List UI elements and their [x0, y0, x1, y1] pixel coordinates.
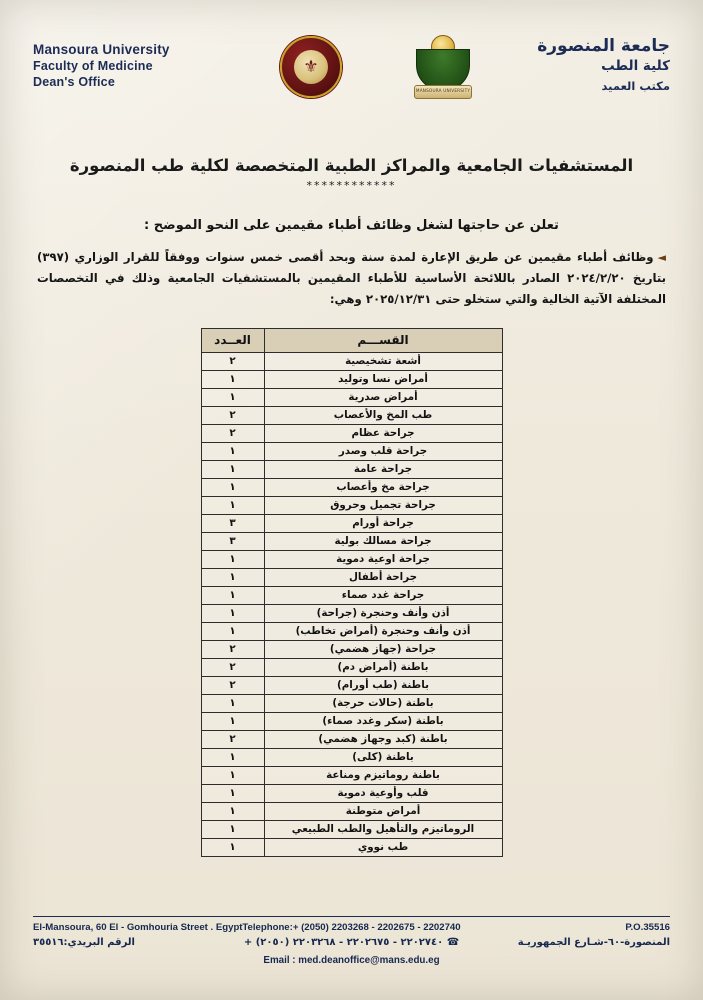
- header-arabic-identity: [537, 36, 670, 96]
- table-row: [201, 461, 502, 479]
- cell-department: الروماتيزم والتأهيل والطب الطبيعي: [264, 821, 502, 839]
- footer-address-ar: المنصورة-٦٠-شـارع الجمهوريـة: [517, 937, 670, 948]
- table-row: [201, 569, 502, 587]
- cell-count: ٢: [201, 407, 264, 425]
- cell-department: باطنة (كلى): [264, 749, 502, 767]
- table-row: [201, 407, 502, 425]
- footer-row-arabic: [33, 937, 670, 952]
- table-row: [201, 587, 502, 605]
- footer-divider: [33, 916, 670, 917]
- table-row: [201, 623, 502, 641]
- table-row: [201, 389, 502, 407]
- table-row: [201, 443, 502, 461]
- document-header: [33, 28, 670, 120]
- cell-department: جراحة تجميل وحروق: [264, 497, 502, 515]
- cell-department: باطنة (كبد وجهاز هضمي): [264, 731, 502, 749]
- cell-count: ١: [201, 713, 264, 731]
- header-university-en: Mansoura University: [33, 42, 170, 57]
- cell-department: جراحة أورام: [264, 515, 502, 533]
- cell-count: ١: [201, 839, 264, 857]
- cell-count: ١: [201, 569, 264, 587]
- cell-department: طب المخ والأعصاب: [264, 407, 502, 425]
- table-row: [201, 479, 502, 497]
- title-block: [33, 156, 670, 192]
- header-faculty-en: Faculty of Medicine: [33, 59, 153, 73]
- table-row: [201, 497, 502, 515]
- cell-department: أشعة تشخيصية: [264, 353, 502, 371]
- cell-department: أذن وأنف وحنجرة (جراحة): [264, 605, 502, 623]
- table-row: [201, 425, 502, 443]
- footer-email: Email : med.deanoffice@mans.edu.eg: [263, 955, 440, 966]
- announcement-paragraph: [37, 247, 666, 310]
- table-row: [201, 785, 502, 803]
- cell-count: ١: [201, 587, 264, 605]
- table-row: [201, 641, 502, 659]
- table-row: [201, 821, 502, 839]
- emblem-graphic: [413, 33, 473, 101]
- table-row: [201, 677, 502, 695]
- cell-department: باطنة (أمراض دم): [264, 659, 502, 677]
- table-head: [201, 329, 502, 353]
- header-faculty-ar: كلية الطب: [601, 58, 670, 74]
- cell-count: ١: [201, 749, 264, 767]
- document-content: [33, 28, 670, 972]
- cell-count: ١: [201, 461, 264, 479]
- cell-count: ١: [201, 821, 264, 839]
- cell-department: جراحة مخ وأعصاب: [264, 479, 502, 497]
- cell-department: جراحة عامة: [264, 461, 502, 479]
- cell-count: ٢: [201, 731, 264, 749]
- emblem-banner-text: MANSOURA UNIVERSITY: [415, 88, 471, 93]
- cell-department: باطنة (سكر وغدد صماء): [264, 713, 502, 731]
- cell-count: ١: [201, 551, 264, 569]
- announcement-paragraph-text: وظائف أطباء مقيمين عن طريق الإعارة لمدة سنة وبحد أقصى خمس سنوات ووفقاً للقرار الوزاري (٣٩٧) بتاريخ ٢٠٢٤/٢/٢٠ الصادر باللائحة الأساسية للأطباء المقيمين بالمستشفيات الجامعية وذلك في التخصصات المختلفة الآتية الخالية والتي ستخلو حتى ٢٠٢٥/١٢/٣١ وهي:: [37, 250, 666, 306]
- cell-count: ١: [201, 479, 264, 497]
- table-row: [201, 353, 502, 371]
- table-row: [201, 803, 502, 821]
- cell-count: ١: [201, 623, 264, 641]
- footer-address-en: El-Mansoura, 60 El - Gomhouria Street . Egypt: [33, 922, 243, 933]
- table-row: [201, 767, 502, 785]
- cell-count: ١: [201, 371, 264, 389]
- announcement-line: تعلن عن حاجتها لشغل وظائف أطباء مقيمين على النحو الموضح :: [144, 218, 559, 233]
- egypt-national-emblem-icon: [411, 30, 475, 104]
- cell-count: ١: [201, 695, 264, 713]
- table-row: [201, 605, 502, 623]
- cell-count: ١: [201, 767, 264, 785]
- vacancies-table: [201, 328, 503, 857]
- cell-department: أذن وأنف وحنجرة (أمراض تخاطب): [264, 623, 502, 641]
- cell-department: باطنة روماتيزم ومناعة: [264, 767, 502, 785]
- table-row: [201, 695, 502, 713]
- header-office-ar: مكتب العميد: [601, 79, 670, 93]
- footer-pobox-en: P.O.35516: [625, 922, 670, 933]
- cell-count: ١: [201, 785, 264, 803]
- header-university-ar: جامعة المنصورة: [537, 36, 670, 56]
- table-row: [201, 371, 502, 389]
- cell-count: ٢: [201, 353, 264, 371]
- footer-row-english: [33, 922, 670, 937]
- table-row: [201, 515, 502, 533]
- footer-pobox-ar: الرقم البريدي:٣٥٥١٦: [33, 937, 135, 948]
- cell-count: ١: [201, 803, 264, 821]
- cell-count: ٢: [201, 659, 264, 677]
- cell-department: أمراض صدرية: [264, 389, 502, 407]
- cell-department: جراحة غدد صماء: [264, 587, 502, 605]
- column-header-count: العــدد: [201, 329, 264, 353]
- cell-count: ١: [201, 605, 264, 623]
- table-row: [201, 839, 502, 857]
- header-office-en: Dean's Office: [33, 75, 115, 89]
- table-row: [201, 749, 502, 767]
- footer-telephone-ar: ☎ ٢٢٠٢٧٤٠ - ٢٢٠٢٦٧٥ - ٢٢٠٣٢٦٨ (٢٠٥٠) +: [243, 937, 460, 948]
- cell-department: قلب وأوعية دموية: [264, 785, 502, 803]
- cell-department: باطنة (طب أورام): [264, 677, 502, 695]
- cell-count: ١: [201, 389, 264, 407]
- cell-count: ٢: [201, 641, 264, 659]
- table-row: [201, 731, 502, 749]
- cell-count: ٢: [201, 677, 264, 695]
- footer-telephone-en: Telephone:+ (2050) 2203268 - 2202675 - 2202740: [242, 922, 461, 933]
- vacancies-table-wrapper: [201, 328, 503, 857]
- table-row: [201, 659, 502, 677]
- seal-caduceus-icon: ⚜: [303, 57, 319, 77]
- cell-department: جراحة أطفال: [264, 569, 502, 587]
- cell-department: جراحة مسالك بولية: [264, 533, 502, 551]
- cell-department: جراحة (جهاز هضمي): [264, 641, 502, 659]
- table-row: [201, 713, 502, 731]
- cell-count: ١: [201, 443, 264, 461]
- table-header-row: [201, 329, 502, 353]
- cell-count: ٣: [201, 533, 264, 551]
- column-header-department: القســـم: [264, 329, 502, 353]
- cell-count: ٣: [201, 515, 264, 533]
- cell-department: جراحة قلب وصدر: [264, 443, 502, 461]
- emblem-banner: [414, 85, 472, 99]
- header-english-identity: [33, 42, 170, 90]
- seal-graphic: [280, 36, 342, 98]
- cell-department: طب نووي: [264, 839, 502, 857]
- table-row: [201, 533, 502, 551]
- cell-department: أمراض نسا وتوليد: [264, 371, 502, 389]
- cell-count: ٢: [201, 425, 264, 443]
- cell-department: باطنة (حالات حرجة): [264, 695, 502, 713]
- cell-department: جراحة عظام: [264, 425, 502, 443]
- table-body: [201, 353, 502, 857]
- title-divider-stars: ************: [306, 179, 397, 192]
- bullet-icon: ◄: [657, 251, 666, 264]
- mansoura-university-medicine-seal-icon: [279, 30, 343, 104]
- cell-department: جراحة اوعية دموية: [264, 551, 502, 569]
- page-title: المستشفيات الجامعية والمراكز الطبية المتخصصة لكلية طب المنصورة: [69, 156, 634, 175]
- table-row: [201, 551, 502, 569]
- document-footer: [33, 916, 670, 966]
- cell-count: ١: [201, 497, 264, 515]
- cell-department: أمراض متوطنة: [264, 803, 502, 821]
